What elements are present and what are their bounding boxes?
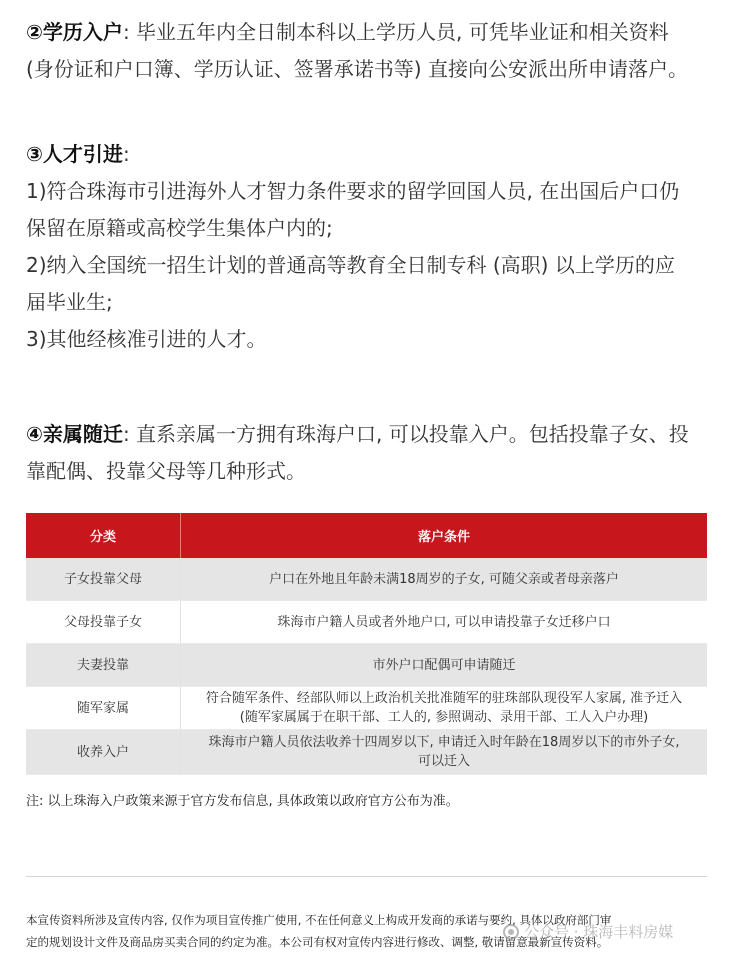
- section3-line: 3)其他经核准引进的人才。: [26, 327, 267, 351]
- section3-heading: ③人才引进:: [26, 142, 130, 166]
- section-education-settlement: [26, 14, 716, 88]
- column-header-condition: 落户条件: [181, 513, 708, 558]
- table-header-row: [26, 513, 707, 558]
- row-condition: 珠海市户籍人员依法收养十四周岁以下, 申请迁入时年龄在18周岁以下的市外子女, 可以迁入: [181, 730, 708, 775]
- section4-line1-text: : 直系亲属一方拥有珠海户口, 可以投靠入户。包括投靠子女、投: [122, 422, 689, 446]
- row-category: 随军家属: [26, 687, 181, 730]
- row-condition: 户口在外地且年龄未满18周岁的子女, 可随父亲或者母亲落户: [181, 558, 708, 601]
- section2-line1: [26, 14, 716, 51]
- table-row: [26, 687, 707, 730]
- section4-line1: [26, 416, 716, 453]
- watermark: [503, 921, 673, 942]
- row-condition: 市外户口配偶可申请随迁: [181, 644, 708, 687]
- table-row: [26, 730, 707, 775]
- table-row: [26, 558, 707, 601]
- section2-line2: (身份证和户口簿、学历认证、签署承诺书等) 直接向公安派出所申请落户。: [26, 57, 688, 81]
- row-category: 父母投靠子女: [26, 601, 181, 644]
- row-condition: 符合随军条件、经部队师以上政治机关批准随军的驻珠部队现役军人家属, 准予迁入 (随军家属属于在职干部、工人的, 参照调动、录用干部、工人入户办理): [181, 687, 708, 730]
- section3-line: 2)纳入全国统一招生计划的普通高等教育全日制专科 (高职) 以上学历的应: [26, 253, 675, 277]
- disclaimer-line: 定的规划设计文件及商品房买卖合同的约定为准。本公司有权对宣传内容进行修改、调整, 敬请留意最新宣传资料。: [26, 935, 609, 949]
- disclaimer-line: 本宣传资料所涉及宣传内容, 仅作为项目宣传推广使用, 不在任何意义上构成开发商的承诺与要约, 具体以政府部门审: [26, 913, 612, 927]
- section2-line1-text: : 毕业五年内全日制本科以上学历人员, 可凭毕业证和相关资料: [122, 20, 669, 44]
- section-talent-introduction: [26, 136, 716, 358]
- row-condition: 珠海市户籍人员或者外地户口, 可以申请投靠子女迁移户口: [181, 601, 708, 644]
- row-category: 夫妻投靠: [26, 644, 181, 687]
- wechat-account-icon: [503, 924, 519, 940]
- section3-line: 届毕业生;: [26, 290, 113, 314]
- settlement-conditions-table: [26, 513, 707, 775]
- table-row: [26, 601, 707, 644]
- row-category: 收养入户: [26, 730, 181, 775]
- divider: [26, 876, 707, 877]
- table-row: [26, 644, 707, 687]
- section-relatives-migration: [26, 416, 716, 490]
- column-header-category: 分类: [26, 513, 181, 558]
- section3-title: ③人才引进: [26, 142, 123, 166]
- row-category: 子女投靠父母: [26, 558, 181, 601]
- section4-title: ④亲属随迁: [26, 422, 123, 446]
- section3-line: 1)符合珠海市引进海外人才智力条件要求的留学回国人员, 在出国后户口仍: [26, 179, 680, 203]
- policy-source-note: 注: 以上珠海入户政策来源于官方发布信息, 具体政策以政府官方公布为准。: [26, 794, 459, 809]
- section4-line2: 靠配偶、投靠父母等几种形式。: [26, 459, 306, 483]
- watermark-text: 公众号 · 珠海丰料房媒: [524, 923, 674, 941]
- section2-title: ②学历入户: [26, 20, 123, 44]
- section3-line: 保留在原籍或高校学生集体户内的;: [26, 216, 333, 240]
